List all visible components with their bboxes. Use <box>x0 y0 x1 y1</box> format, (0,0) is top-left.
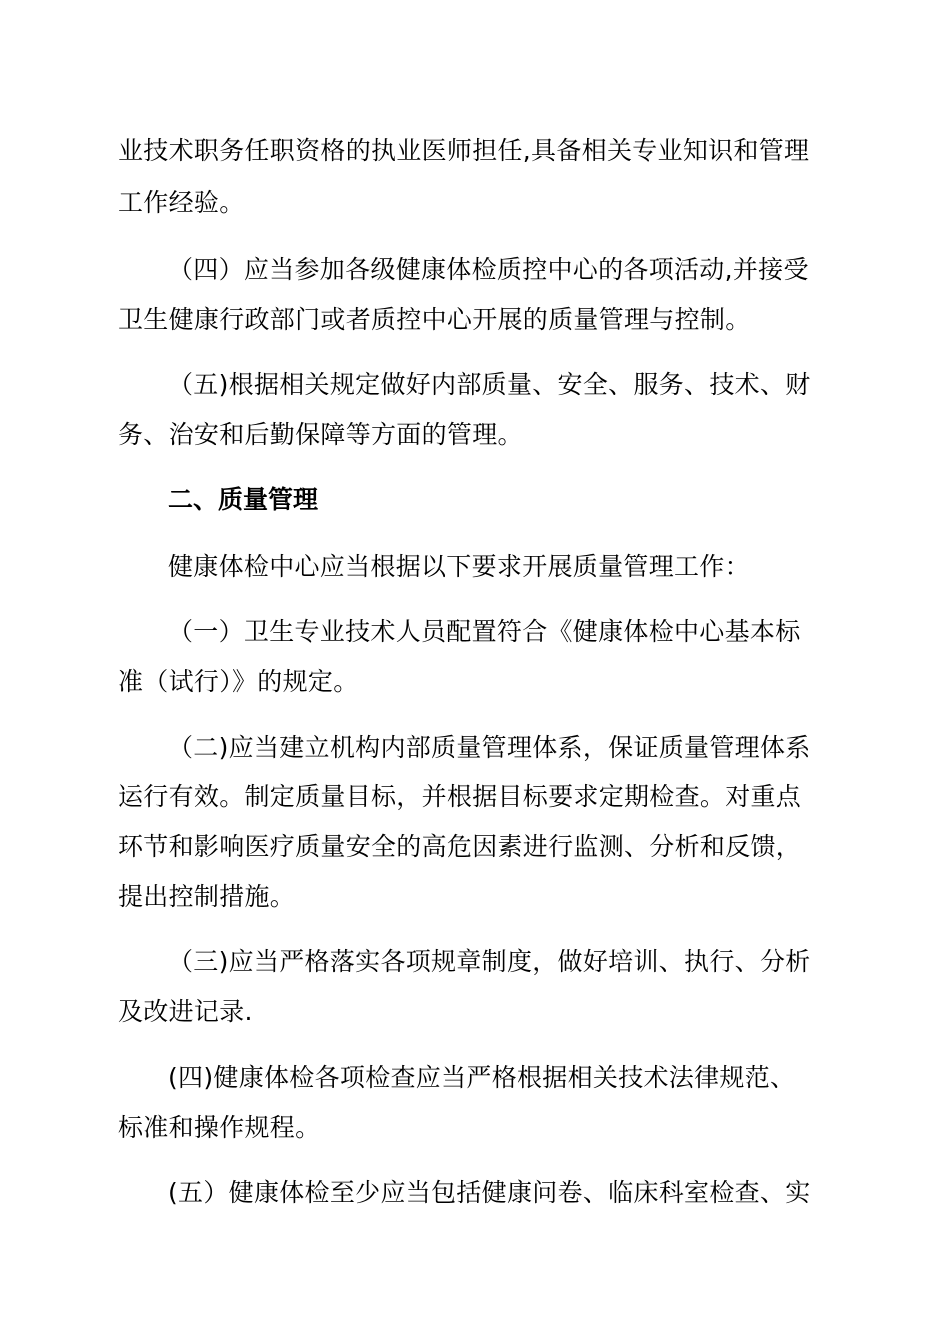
paragraph-item-3-line: （三)应当严格落实各项规章制度，做好培训、执行、分析 <box>168 947 811 976</box>
paragraph-item-4b-line: (四)健康体检各项检查应当严格根据相关技术法律规范、 <box>168 1063 796 1092</box>
text-line: 卫生健康行政部门或者质控中心开展的质量管理与控制。 <box>118 305 751 334</box>
paragraph-item-2-line: （二)应当建立机构内部质量管理体系，保证质量管理体系 <box>168 733 811 762</box>
text-line: 工作经验。 <box>118 188 245 217</box>
text-line: 环节和影响医疗质量安全的高危因素进行监测、分析和反馈， <box>118 832 802 861</box>
text-line: 业技术职务任职资格的执业医师担任,具备相关专业知识和管理 <box>118 136 810 165</box>
text-line: 准（试行）》的规定。 <box>118 667 359 696</box>
paragraph-item-1-line: （一）卫生专业技术人员配置符合《健康体检中心基本标 <box>168 617 801 646</box>
paragraph-item-5b-line: (五）健康体检至少应当包括健康问卷、临床科室检查、实 <box>168 1178 811 1207</box>
text-line: 运行有效。制定质量目标，并根据目标要求定期检查。对重点 <box>118 782 802 811</box>
section-heading: 二、质量管理 <box>168 485 319 514</box>
text-line: 提出控制措施。 <box>118 882 296 911</box>
paragraph-item-4-line: （四）应当参加各级健康体检质控中心的各项活动,并接受 <box>168 255 809 284</box>
text-line: 标准和操作规程。 <box>118 1113 321 1142</box>
text-line: 及改进记录. <box>118 997 253 1026</box>
paragraph-item-5-line: （五)根据相关规定做好内部质量、安全、服务、技术、财 <box>168 370 811 399</box>
text-line: 务、治安和后勤保障等方面的管理。 <box>118 420 523 449</box>
section-intro: 健康体检中心应当根据以下要求开展质量管理工作： <box>168 552 750 581</box>
